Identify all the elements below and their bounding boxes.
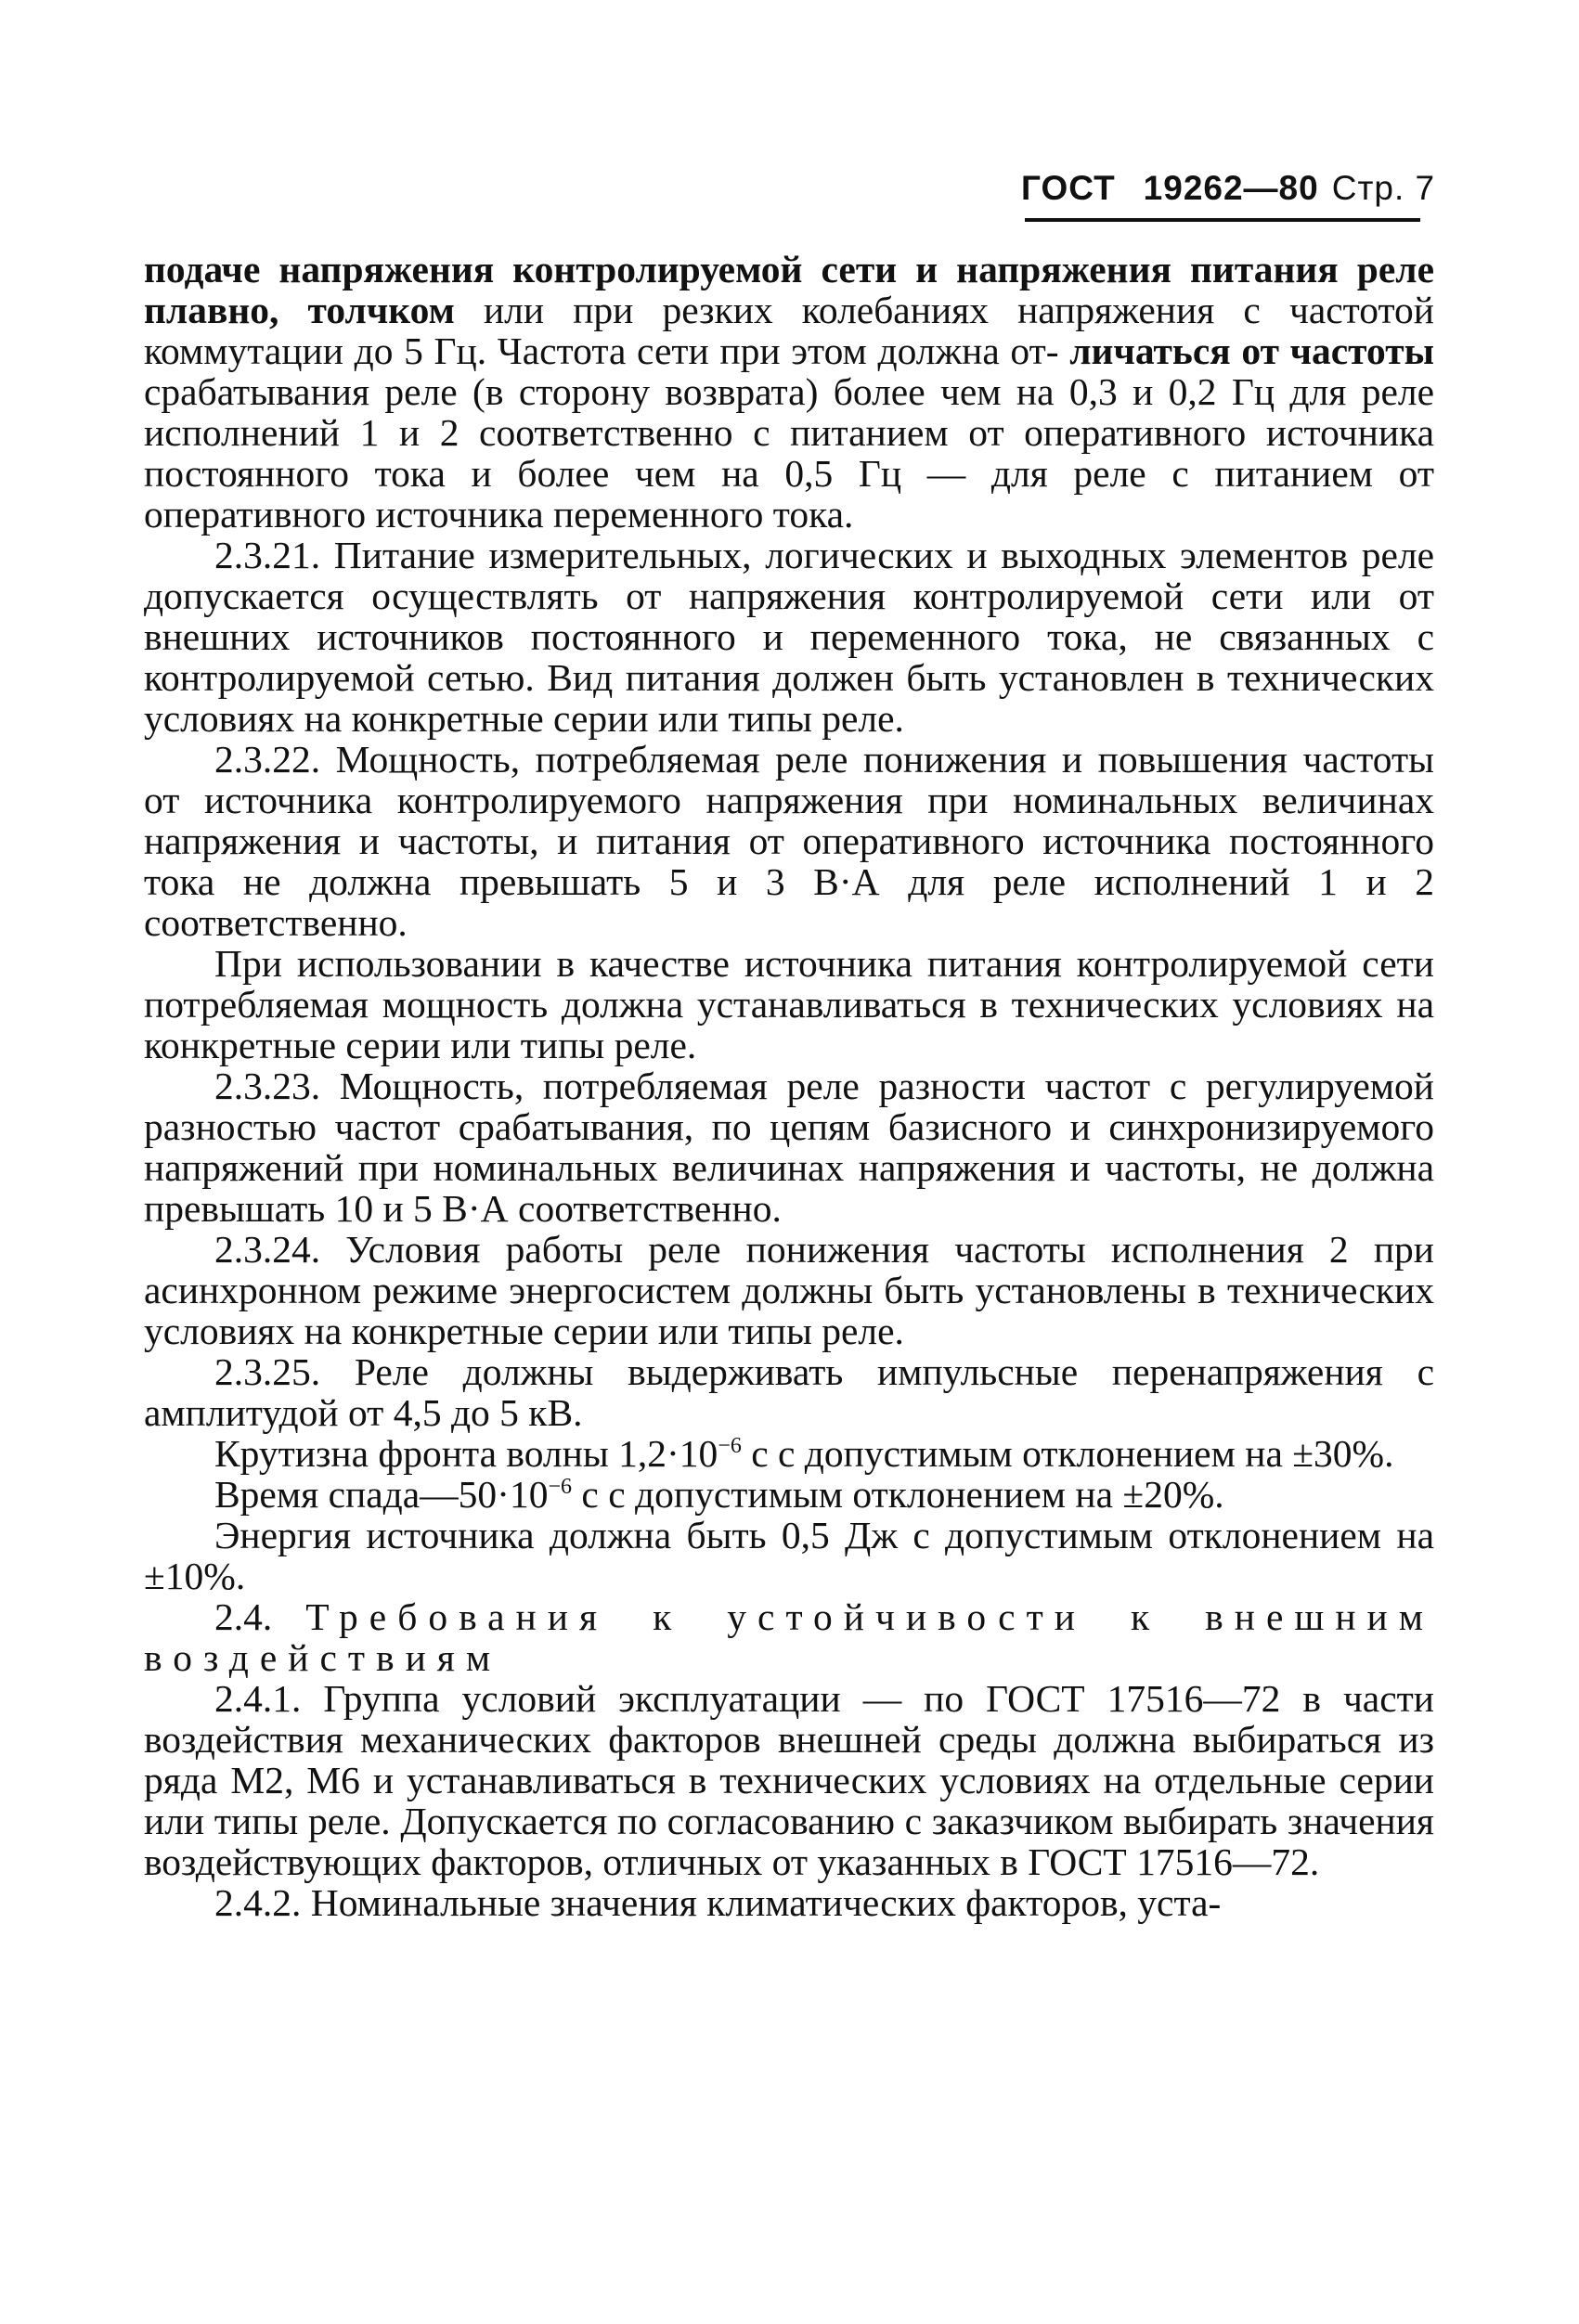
section-2-4-heading xyxy=(144,1596,1434,1678)
paragraph-2-3-23: 2.3.23. Мощность, потребляемая реле разности частот с регулируемой разностью частот срабатывания, по цепям базисного и синхронизируемого напряжений при номинальных величинах напряжения и частоты, не должна превышать 10 и 5 В·А соответственно. xyxy=(144,1065,1434,1230)
paragraph-krutizna xyxy=(144,1433,1434,1474)
header-number: 19262—80 xyxy=(1143,169,1319,207)
intro-end: срабатывания реле (в сторону возврата) более чем на 0,3 и 0,2 Гц для реле исполнений 1 и 2 соответственно с питанием от оперативного источника постоянного тока и более чем на 0,5 Гц — для реле с питанием от оперативного источника переменного тока. xyxy=(144,370,1434,536)
paragraph-intro xyxy=(144,249,1434,535)
intro-rest: или при резких колебаниях напряжения с частотой коммутации до 5 Гц. Частота сети при этом должна от- xyxy=(144,289,1434,372)
intro-bold-2: личаться от частоты xyxy=(1069,329,1435,372)
header-rule xyxy=(1025,218,1420,222)
paragraph-2-4-1: 2.4.1. Группа условий эксплуатации — по ГОСТ 17516—72 в части воздействия механических факторов внешней среды должна выбираться из ряда М2, М6 и устанавливаться в технических условиях на отдельные серии или типы реле. Допускается по согласованию с заказчиком выбирать значения воздействующих факторов, отличных от указанных в ГОСТ 17516—72. xyxy=(144,1677,1434,1883)
page-header xyxy=(1021,169,1436,208)
paragraph-2-3-22: 2.3.22. Мощность, потребляемая реле понижения и повышения частоты от источника контролируемого напряжения при номинальных величинах напряжения и частоты, и питания от оперативного источника постоянного тока не должна превышать 5 и 3 В·А для реле исполнений 1 и 2 соответственно. xyxy=(144,738,1434,944)
intro-bold: подаче напряжения контролируемой сети и напряжения питания реле плавно, толчком xyxy=(144,248,1434,331)
document-body xyxy=(144,249,1434,1923)
krutizna-a: Крутизна фронта волны 1,2·10 xyxy=(214,1432,718,1475)
spad-exp: −6 xyxy=(548,1475,573,1500)
paragraph-2-3-25: 2.3.25. Реле должны выдерживать импульсные перенапряжения с амплитудой от 4,5 до 5 кВ. xyxy=(144,1350,1434,1434)
paragraph-spad xyxy=(144,1474,1434,1515)
paragraph-energy: Энергия источника должна быть 0,5 Дж с допустимым отклонением на ±10%. xyxy=(144,1514,1434,1597)
paragraph-2-3-21: 2.3.21. Питание измерительных, логических и выходных элементов реле допускается осуществлять от напряжения контролируемой сети или от внешних источников постоянного и переменного тока, не связанных с контролируемой сетью. Вид питания должен быть установлен в технических условиях на конкретные серии или типы реле. xyxy=(144,534,1434,740)
section-2-4-number: 2.4. xyxy=(214,1595,273,1638)
header-page: Стр. 7 xyxy=(1331,169,1436,207)
paragraph-2-3-22-b: При использовании в качестве источника питания контролируемой сети потребляемая мощность должна устанавливаться в технических условиях на конкретные серии или типы реле. xyxy=(144,942,1434,1066)
spad-a: Время спада—50·10 xyxy=(214,1473,549,1516)
header-gost: ГОСТ xyxy=(1021,169,1116,207)
krutizna-b: с с допустимым отклонением на ±30%. xyxy=(741,1432,1394,1475)
section-2-4-title: Требования к устойчивости к внешним воздействиям xyxy=(144,1595,1435,1679)
krutizna-exp: −6 xyxy=(718,1434,742,1459)
paragraph-2-3-24: 2.3.24. Условия работы реле понижения частоты исполнения 2 при асинхронном режиме энергосистем должны быть установлены в технических условиях на конкретные серии или типы реле. xyxy=(144,1228,1434,1352)
spad-b: с с допустимым отклонением на ±20%. xyxy=(572,1473,1224,1516)
paragraph-2-4-2: 2.4.2. Номинальные значения климатических факторов, уста- xyxy=(214,1881,1222,1924)
